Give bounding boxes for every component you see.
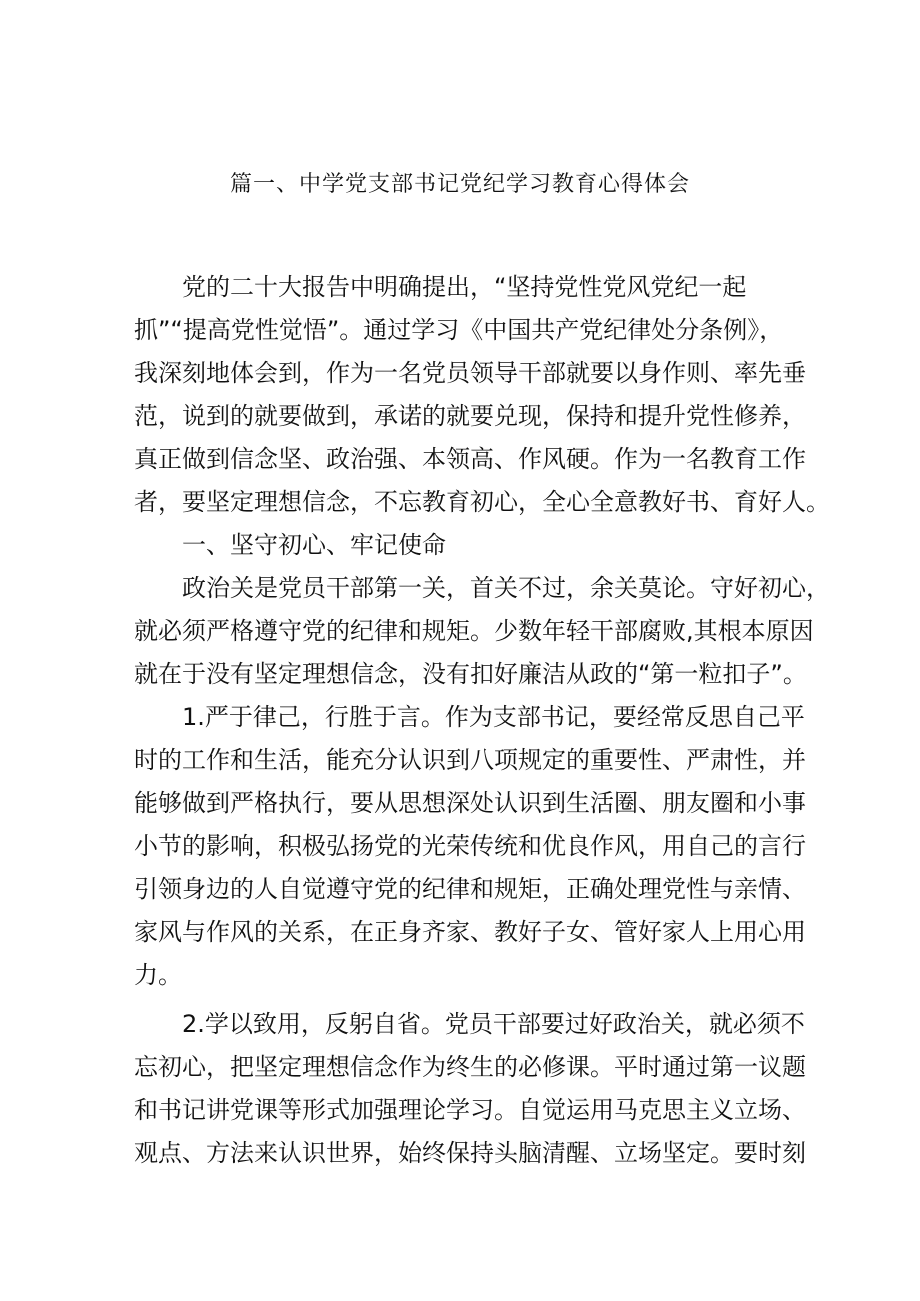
paragraph-line: 忘初心，把坚定理想信念作为终生的必修课。平时通过第一议题 [134, 1053, 806, 1081]
paragraph-line: 范，说到的就要做到，承诺的就要兑现，保持和提升党性修养， [134, 402, 806, 430]
paragraph-line: 政治关是党员干部第一关，首关不过，余关莫论。守好初心， [182, 574, 830, 602]
paragraph-line: 党的二十大报告中明确提出，“坚持党性党风党纪一起 [182, 273, 747, 301]
paragraph-line: 真正做到信念坚、政治强、本领高、作风硬。作为一名教育工作 [134, 445, 806, 473]
document-body [134, 266, 830, 1175]
paragraph-line: 时的工作和生活，能充分认识到八项规定的重要性、严肃性，并 [134, 746, 806, 774]
paragraph-line: 就在于没有坚定理想信念，没有扣好廉洁从政的“第一粒扣子”。 [134, 660, 807, 688]
paragraph-line: 就必须严格遵守党的纪律和规矩。少数年轻干部腐败,其根本原因 [134, 617, 814, 645]
paragraph-line: 引领身边的人自觉遵守党的纪律和规矩，正确处理党性与亲情、 [134, 875, 806, 903]
section-heading: 一、坚守初心、牢记使命 [182, 531, 446, 559]
paragraph-line: 我深刻地体会到，作为一名党员领导干部就要以身作则、率先垂 [134, 359, 806, 387]
numbered-paragraph-line: 2.学以致用，反躬自省。党员干部要过好政治关，就必须不 [182, 1010, 805, 1038]
paragraph-line: 和书记讲党课等形式加强理论学习。自觉运用马克思主义立场、 [134, 1096, 806, 1124]
numbered-paragraph-line: 1.严于律己，行胜于言。作为支部书记，要经常反思自己平 [182, 703, 805, 731]
paragraph-line: 能够做到严格执行，要从思想深处认识到生活圈、朋友圈和小事 [134, 789, 806, 817]
paragraph-line: 抓”“提高党性觉悟”。通过学习《中国共产党纪律处分条例》， [134, 316, 784, 344]
paragraph-line: 力。 [134, 961, 182, 989]
paragraph-line: 家风与作风的关系，在正身齐家、教好子女、管好家人上用心用 [134, 918, 806, 946]
paragraph-line: 者，要坚定理想信念，不忘教育初心，全心全意教好书、育好人。 [134, 488, 830, 516]
document-title: 篇一、中学党支部书记党纪学习教育心得体会 [229, 172, 690, 197]
paragraph-line: 观点、方法来认识世界，始终保持头脑清醒、立场坚定。要时刻 [134, 1139, 806, 1167]
paragraph-line: 小节的影响，积极弘扬党的光荣传统和优良作风，用自己的言行 [134, 832, 806, 860]
